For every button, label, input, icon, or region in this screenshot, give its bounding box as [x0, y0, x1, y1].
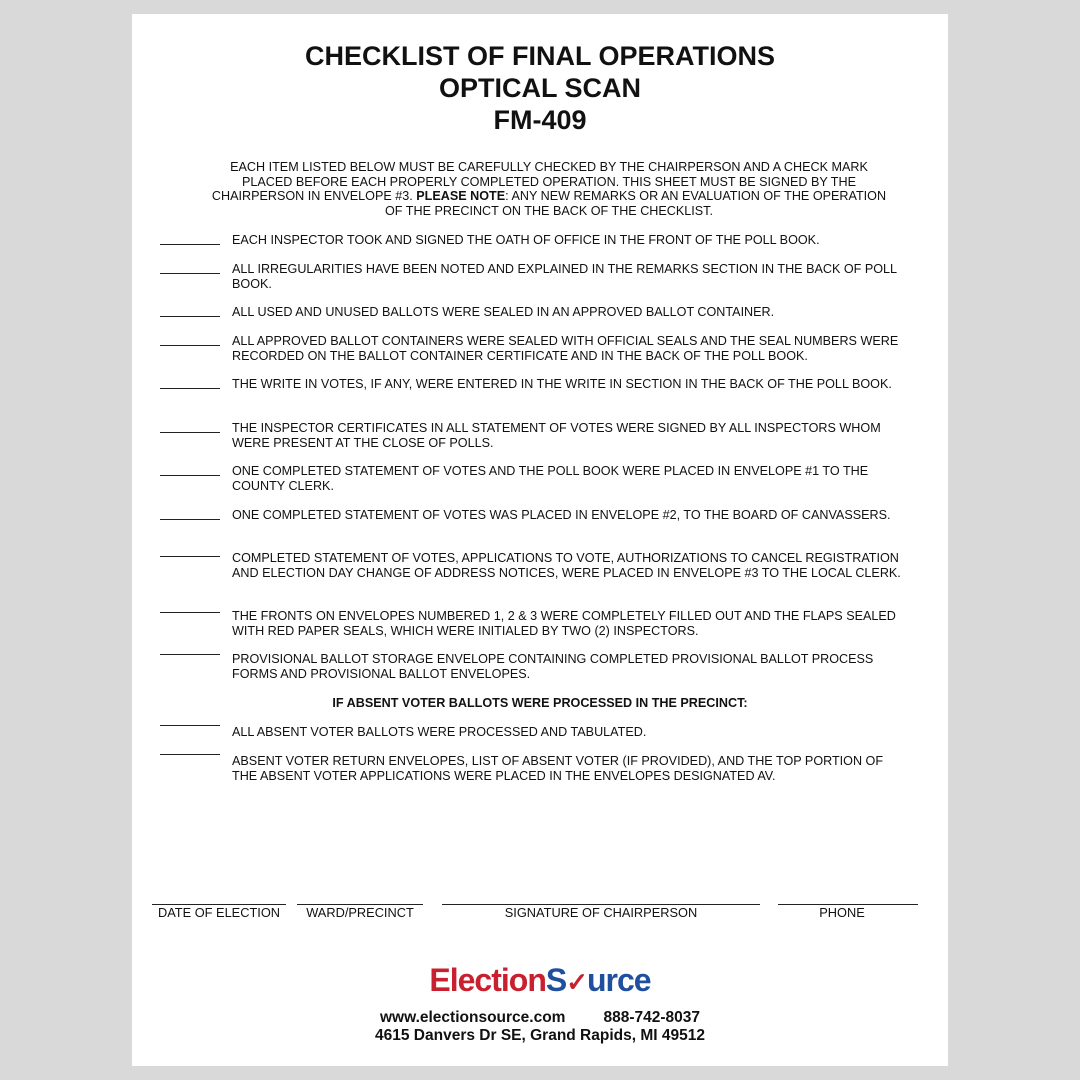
checklist-item-text: ALL IRREGULARITIES HAVE BEEN NOTED AND EXPLAINED IN THE REMARKS SECTION IN THE BACK OF POLL BOOK.: [232, 262, 897, 291]
phone-label: PHONE: [819, 905, 865, 920]
logo-text-s: S: [545, 962, 567, 998]
checklist-item: [160, 334, 910, 363]
ward-precinct-label: WARD/PRECINCT: [306, 905, 414, 920]
checklist-item-text: COMPLETED STATEMENT OF VOTES, APPLICATIONS TO VOTE, AUTHORIZATIONS TO CANCEL REGISTRATION AND ELECTION DAY CHANGE OF ADDRESS NOTICES, WERE PLACED IN ENVELOPE #3 TO THE LOCAL CLERK.: [232, 551, 901, 580]
checklist-item-text: THE WRITE IN VOTES, IF ANY, WERE ENTERED IN THE WRITE IN SECTION IN THE BACK OF THE POLL BOOK.: [232, 377, 892, 391]
checklist-item: [160, 421, 910, 450]
footer-phone: 888-742-8037: [603, 1009, 700, 1026]
check-blank[interactable]: [160, 316, 220, 317]
checklist-item: [160, 233, 910, 248]
check-blank[interactable]: [160, 244, 220, 245]
footer-contact: [132, 1009, 948, 1027]
logo-text-election: Election: [429, 962, 546, 998]
please-note-label: PLEASE NOTE: [416, 189, 506, 204]
check-blank[interactable]: [160, 754, 220, 755]
footer-website: www.electionsource.com: [379, 1009, 566, 1026]
checklist-item: [160, 508, 910, 523]
electionsource-logo: [132, 962, 948, 999]
checklist-item: [160, 377, 910, 392]
check-blank[interactable]: [160, 654, 220, 655]
checklist-item: [160, 652, 910, 681]
check-blank[interactable]: [160, 345, 220, 346]
title-line-3: FM-409: [493, 105, 587, 135]
checklist-item: [160, 305, 910, 320]
check-blank[interactable]: [160, 725, 220, 726]
checklist-item-text: ONE COMPLETED STATEMENT OF VOTES AND THE POLL BOOK WERE PLACED IN ENVELOPE #1 TO THE COUNTY CLERK.: [232, 464, 869, 493]
checklist-item: [160, 464, 910, 493]
footer-address: 4615 Danvers Dr SE, Grand Rapids, MI 49512: [375, 1027, 705, 1044]
checklist-item-text: ONE COMPLETED STATEMENT OF VOTES WAS PLACED IN ENVELOPE #2, TO THE BOARD OF CANVASSERS.: [232, 508, 891, 522]
instructions-paragraph: [204, 160, 894, 218]
title-line-2: OPTICAL SCAN: [438, 73, 641, 103]
title-line-1: CHECKLIST OF FINAL OPERATIONS: [304, 41, 775, 71]
check-blank[interactable]: [160, 475, 220, 476]
logo-text-urce: urce: [587, 962, 651, 998]
instructions-part-2: : ANY NEW REMARKS OR AN EVALUATION OF THE OPERATION OF THE PRECINCT ON THE BACK OF THE CHECKLIST.: [385, 189, 887, 218]
checklist-item: [160, 754, 910, 783]
checklist-item-text: THE INSPECTOR CERTIFICATES IN ALL STATEMENT OF VOTES WERE SIGNED BY ALL INSPECTORS WHOM WERE PRESENT AT THE CLOSE OF POLLS.: [232, 421, 881, 450]
checklist-item: [160, 262, 910, 291]
checklist-item-text: ALL ABSENT VOTER BALLOTS WERE PROCESSED AND TABULATED.: [232, 725, 647, 739]
check-blank[interactable]: [160, 388, 220, 389]
check-blank[interactable]: [160, 612, 220, 613]
checklist-item-text: ALL USED AND UNUSED BALLOTS WERE SEALED IN AN APPROVED BALLOT CONTAINER.: [232, 305, 775, 319]
checklist-item: [160, 725, 910, 740]
checklist-item-text: THE FRONTS ON ENVELOPES NUMBERED 1, 2 & 3 WERE COMPLETELY FILLED OUT AND THE FLAPS SEALED WITH RED PAPER SEALS, WHICH WERE INITIALED BY TWO (2) INSPECTORS.: [232, 609, 896, 638]
checklist-item: [160, 551, 910, 580]
date-of-election-label: DATE OF ELECTION: [157, 905, 281, 920]
checklist-item-text: PROVISIONAL BALLOT STORAGE ENVELOPE CONTAINING COMPLETED PROVISIONAL BALLOT PROCESS FORMS AND PROVISIONAL BALLOT ENVELOPES.: [232, 652, 874, 681]
check-mark-icon: ✓: [566, 967, 587, 997]
instructions-part-1: EACH ITEM LISTED BELOW MUST BE CAREFULLY CHECKED BY THE CHAIRPERSON AND A CHECK MARK PLACED BEFORE EACH PROPERLY COMPLETED OPERATION. THIS SHEET MUST BE SIGNED BY THE CHAIRPERSON IN ENVELOPE #3.: [211, 160, 868, 204]
form-title: [132, 40, 948, 136]
check-blank[interactable]: [160, 519, 220, 520]
check-blank[interactable]: [160, 556, 220, 557]
checklist-item: [160, 609, 910, 638]
chairperson-signature-label: SIGNATURE OF CHAIRPERSON: [504, 905, 698, 920]
check-blank[interactable]: [160, 273, 220, 274]
form-page: [132, 14, 948, 1066]
absent-voter-heading: IF ABSENT VOTER BALLOTS WERE PROCESSED IN THE PRECINCT:: [332, 696, 748, 710]
checklist-item-text: EACH INSPECTOR TOOK AND SIGNED THE OATH OF OFFICE IN THE FRONT OF THE POLL BOOK.: [232, 233, 820, 247]
check-blank[interactable]: [160, 432, 220, 433]
checklist-item-text: ABSENT VOTER RETURN ENVELOPES, LIST OF ABSENT VOTER (IF PROVIDED), AND THE TOP PORTION OF THE ABSENT VOTER APPLICATIONS WERE PLACED IN THE ENVELOPES DESIGNATED AV.: [232, 754, 884, 783]
checklist-item-text: ALL APPROVED BALLOT CONTAINERS WERE SEALED WITH OFFICIAL SEALS AND THE SEAL NUMBERS WERE RECORDED ON THE BALLOT CONTAINER CERTIFICATE AND IN THE BACK OF THE POLL BOOK.: [232, 334, 899, 363]
